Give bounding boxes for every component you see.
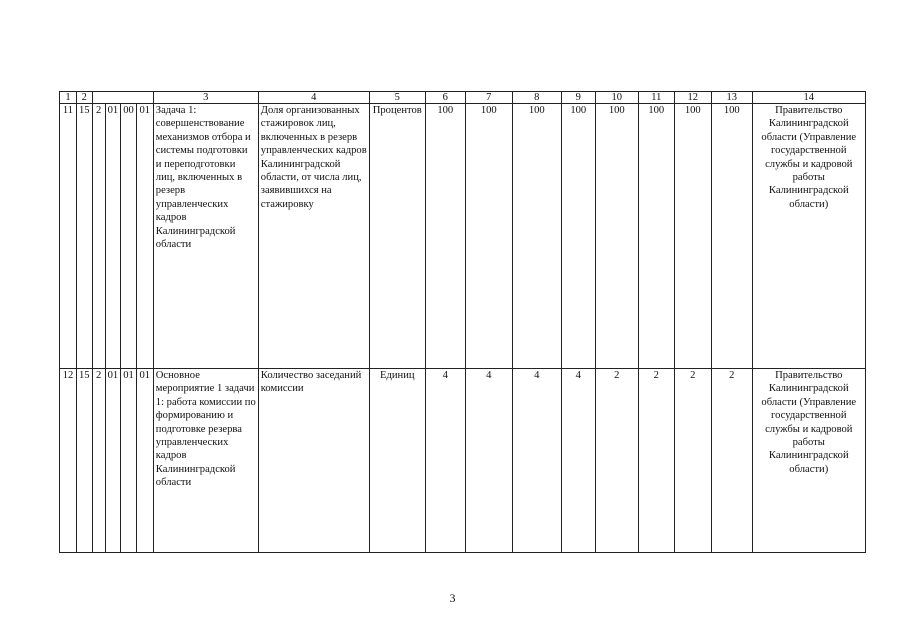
value-col-11: 100 bbox=[638, 104, 674, 369]
header-cell-9: 9 bbox=[561, 92, 595, 104]
value-col-9: 100 bbox=[561, 104, 595, 369]
indicator-description: Доля организованных стажировок лиц, включенных в резерв управленческих кадров Калининградской области, от числа лиц, заявившихся на стажировку bbox=[258, 104, 369, 369]
header-cell-8: 8 bbox=[512, 92, 561, 104]
value-col-12: 100 bbox=[674, 104, 711, 369]
code-measure: 01 bbox=[121, 369, 137, 553]
value-col-7: 4 bbox=[465, 369, 512, 553]
header-cell-2: 2 bbox=[77, 92, 93, 104]
column-number-row bbox=[60, 92, 866, 104]
row-number: 11 bbox=[60, 104, 77, 369]
row-number: 12 bbox=[60, 369, 77, 553]
value-col-6: 4 bbox=[425, 369, 465, 553]
header-cell-10: 10 bbox=[595, 92, 638, 104]
value-col-11: 2 bbox=[638, 369, 674, 553]
header-cell-1: 1 bbox=[60, 92, 77, 104]
header-cell-11: 11 bbox=[638, 92, 674, 104]
header-cell-7: 7 bbox=[465, 92, 512, 104]
code-program: 15 bbox=[77, 104, 93, 369]
value-col-12: 2 bbox=[674, 369, 711, 553]
unit-of-measure: Единиц bbox=[369, 369, 425, 553]
value-col-8: 4 bbox=[512, 369, 561, 553]
page-number: 3 bbox=[449, 591, 456, 605]
value-col-9: 4 bbox=[561, 369, 595, 553]
header-cell-14: 14 bbox=[752, 92, 865, 104]
value-col-7: 100 bbox=[465, 104, 512, 369]
unit-of-measure: Процентов bbox=[369, 104, 425, 369]
header-cell-13: 13 bbox=[711, 92, 752, 104]
responsible-executor: Правительство Калининградской области (Управление государственной службы и кадровой работы Калининградской области) bbox=[752, 104, 865, 369]
header-cell-12: 12 bbox=[674, 92, 711, 104]
header-cell-3: 3 bbox=[153, 92, 258, 104]
value-col-10: 2 bbox=[595, 369, 638, 553]
header-cell-code-spacer bbox=[92, 92, 153, 104]
code-measure: 00 bbox=[121, 104, 137, 369]
value-col-8: 100 bbox=[512, 104, 561, 369]
code-program: 15 bbox=[77, 369, 93, 553]
value-col-10: 100 bbox=[595, 104, 638, 369]
value-col-13: 2 bbox=[711, 369, 752, 553]
code-indicator: 01 bbox=[136, 369, 153, 553]
header-cell-5: 5 bbox=[369, 92, 425, 104]
header-cell-4: 4 bbox=[258, 92, 369, 104]
value-col-13: 100 bbox=[711, 104, 752, 369]
program-indicators-table bbox=[59, 91, 866, 553]
task-description: Задача 1: совершенствование механизмов отбора и системы подготовки и переподготовки лиц, включенных в резерв управленческих кадров Калининградской области bbox=[153, 104, 258, 369]
task-description: Основное мероприятие 1 задачи 1: работа комиссии по формированию и подготовке резерва управленческих кадров Калининградской области bbox=[153, 369, 258, 553]
table-row bbox=[60, 369, 866, 553]
header-cell-6: 6 bbox=[425, 92, 465, 104]
code-task: 01 bbox=[105, 104, 121, 369]
indicator-description: Количество заседаний комиссии bbox=[258, 369, 369, 553]
code-subprogram: 2 bbox=[92, 104, 105, 369]
code-indicator: 01 bbox=[136, 104, 153, 369]
code-subprogram: 2 bbox=[92, 369, 105, 553]
table-row bbox=[60, 104, 866, 369]
responsible-executor: Правительство Калининградской области (Управление государственной службы и кадровой работы Калининградской области) bbox=[752, 369, 865, 553]
value-col-6: 100 bbox=[425, 104, 465, 369]
code-task: 01 bbox=[105, 369, 121, 553]
